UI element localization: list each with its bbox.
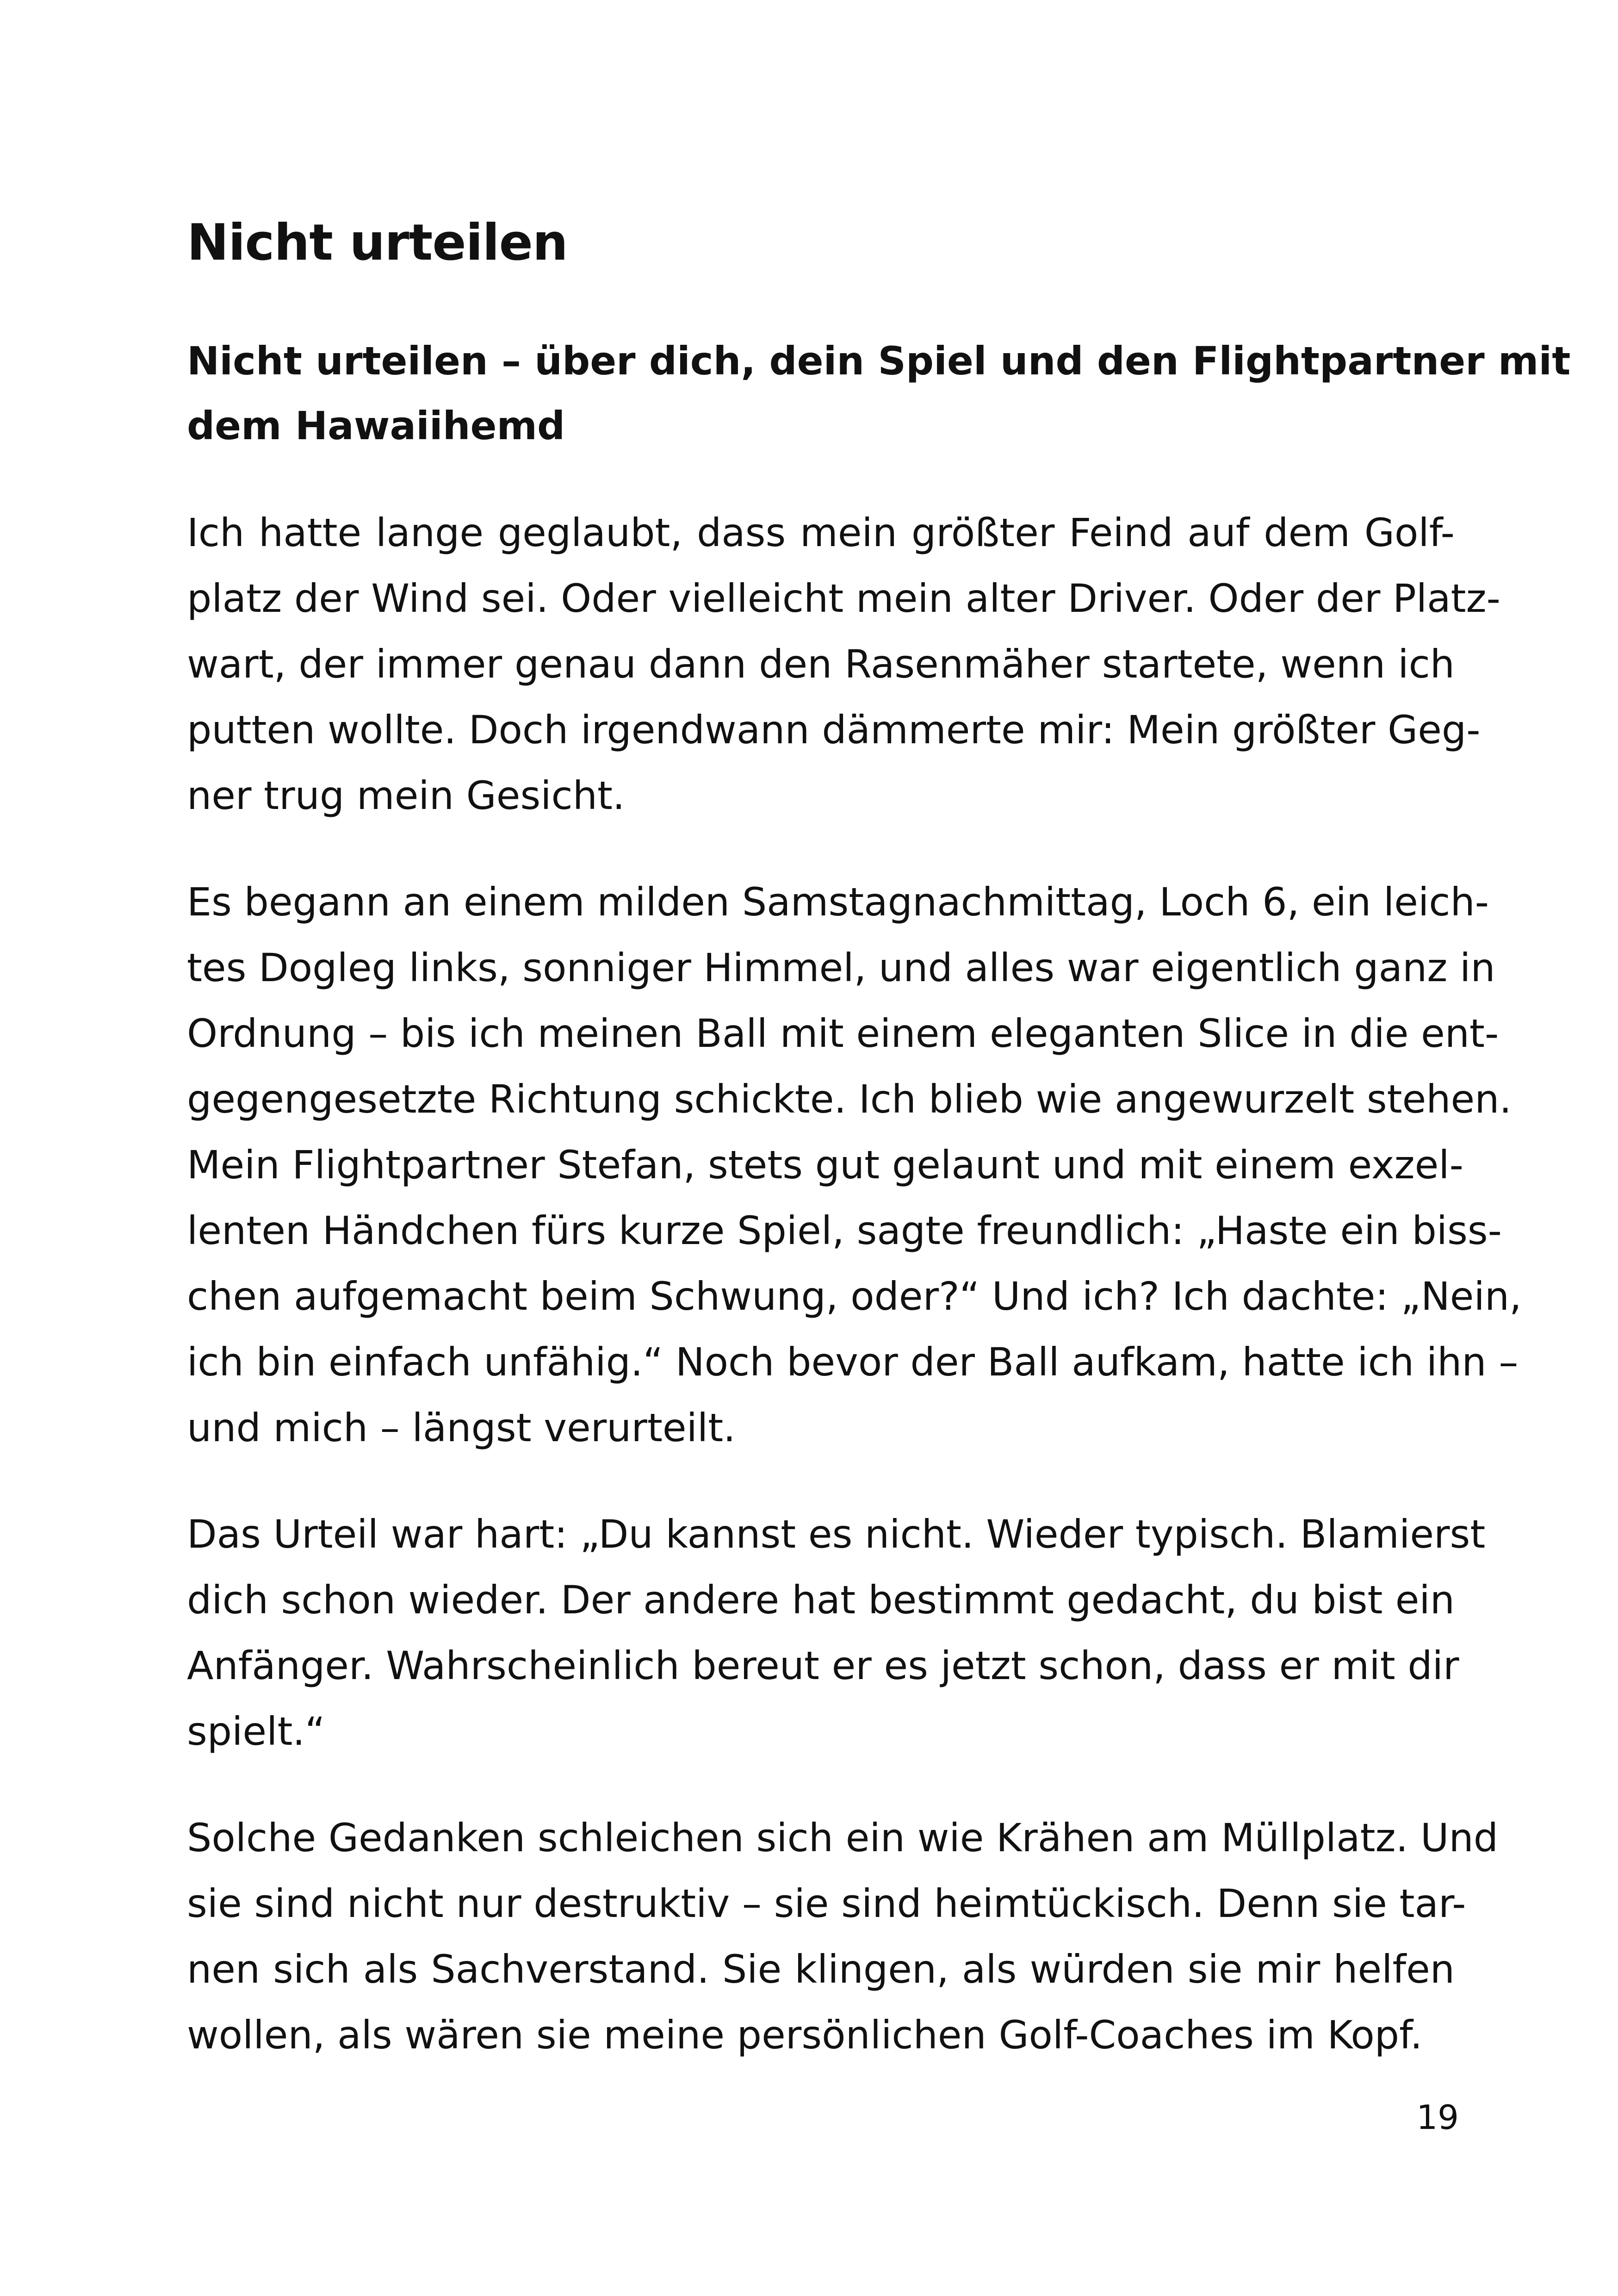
text-line: wollen, als wären sie meine persönlichen Golf-Coaches im Kopf. — [187, 2012, 1423, 2058]
text-line: Das Urteil war hart: „Du kannst es nicht. Wieder typisch. Blamierst — [187, 1512, 1486, 1557]
body-paragraph — [187, 500, 1500, 828]
page-number: 19 — [1416, 2098, 1459, 2137]
text-line: Es begann an einem milden Samstagnachmittag, Loch 6, ein leich- — [187, 879, 1489, 925]
text-line: ich bin einfach unfähig.“ Noch bevor der Ball aufkam, hatte ich ihn – — [187, 1339, 1519, 1385]
text-line: Anfänger. Wahrscheinlich bereut er es jetzt schon, dass er mit dir — [187, 1643, 1459, 1688]
text-line: wart, der immer genau dann den Rasenmäher startete, wenn ich — [187, 641, 1455, 687]
page-content — [187, 208, 1571, 2109]
subtitle-line: Nicht urteilen – über dich, dein Spiel und den Flightpartner mit — [187, 338, 1571, 384]
text-line: sie sind nicht nur destruktiv – sie sind heimtückisch. Denn sie tar- — [187, 1881, 1466, 1926]
text-line: Solche Gedanken schleichen sich ein wie Krähen am Müllplatz. Und — [187, 1815, 1499, 1860]
text-line: und mich – längst verurteilt. — [187, 1405, 736, 1450]
text-line: putten wollte. Doch irgendwann dämmerte mir: Mein größter Geg- — [187, 707, 1481, 753]
text-line: tes Dogleg links, sonniger Himmel, und alles war eigentlich ganz in — [187, 945, 1495, 990]
chapter-title: Nicht urteilen — [187, 214, 568, 272]
body-paragraph — [187, 1501, 1486, 1764]
body-paragraph — [187, 869, 1522, 1461]
chapter-subtitle — [187, 329, 1571, 458]
text-line: Mein Flightpartner Stefan, stets gut gelaunt und mit einem exzel- — [187, 1142, 1463, 1188]
text-line: platz der Wind sei. Oder vielleicht mein alter Driver. Oder der Platz- — [187, 576, 1500, 621]
text-line: spielt.“ — [187, 1709, 325, 1754]
text-line: chen aufgemacht beim Schwung, oder?“ Und ich? Ich dachte: „Nein, — [187, 1274, 1522, 1319]
text-line: Ich hatte lange geglaubt, dass mein größter Feind auf dem Golf- — [187, 510, 1455, 555]
text-line: ner trug mein Gesicht. — [187, 773, 625, 818]
text-line: nen sich als Sachverstand. Sie klingen, als würden sie mir helfen — [187, 1947, 1455, 1992]
text-line: dich schon wieder. Der andere hat bestimmt gedacht, du bist ein — [187, 1577, 1455, 1623]
text-line: lenten Händchen fürs kurze Spiel, sagte freundlich: „Haste ein biss- — [187, 1208, 1502, 1253]
text-line: Ordnung – bis ich meinen Ball mit einem eleganten Slice in die ent- — [187, 1011, 1499, 1056]
text-line: gegengesetzte Richtung schickte. Ich blieb wie angewurzelt stehen. — [187, 1076, 1512, 1122]
subtitle-line: dem Hawaiihemd — [187, 403, 565, 448]
body-paragraph — [187, 1805, 1499, 2068]
